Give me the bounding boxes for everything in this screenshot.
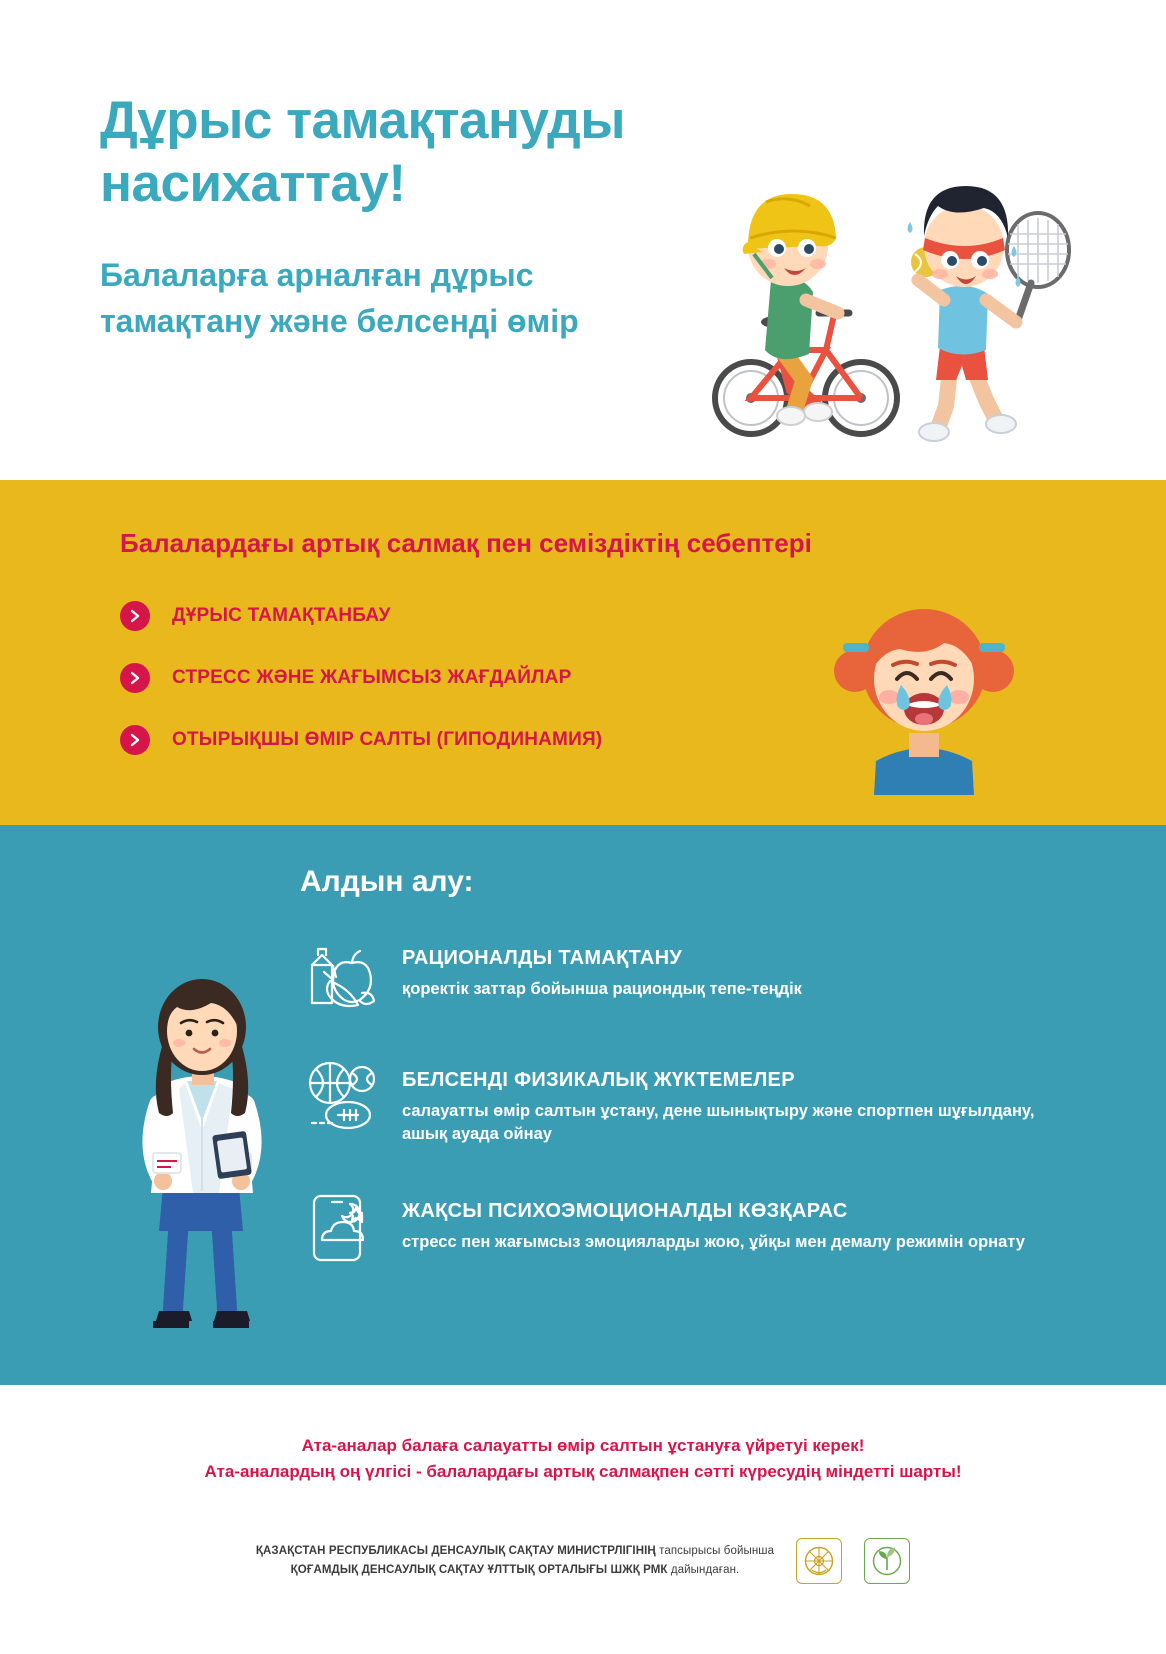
healthy-food-icon	[300, 935, 386, 1015]
header-section	[0, 0, 1166, 480]
crying-girl-illustration	[831, 585, 1016, 795]
prevention-item-2	[300, 1057, 1060, 1146]
prevention-item-text: стресс пен жағымсыз эмоцияларды жою, ұйқы мен демалу режимін орнату	[402, 1233, 1025, 1252]
boy-on-bicycle-illustration	[715, 194, 897, 434]
female-doctor-illustration	[95, 955, 310, 1345]
prevention-title: Алдын алу:	[300, 865, 474, 898]
sports-balls-icon	[300, 1057, 386, 1137]
prevention-item-heading: БЕЛСЕНДІ ФИЗИКАЛЫҚ ЖҮКТЕМЕЛЕР	[402, 1069, 795, 1091]
credits-center-name: ҚОҒАМДЫҚ ДЕНСАУЛЫҚ САҚТАУ ҰЛТТЫҚ ОРТАЛЫҒЫ ШЖҚ РМК	[290, 1563, 668, 1576]
cause-item-label: СТРЕСС ЖӘНЕ ЖАҒЫМСЫЗ ЖАҒДАЙЛАР	[172, 667, 572, 688]
credits-ministry-suffix: тапсырысы бойынша	[655, 1545, 775, 1558]
cause-item-label: ДҰРЫС ТАМАҚТАНБАУ	[172, 605, 391, 626]
footer-message-line-1: Ата-аналар балаға салауатты өмір салтын ұстануға үйретуі керек!	[301, 1436, 865, 1455]
prevention-item-heading: ЖАҚСЫ ПСИХОЭМОЦИОНАЛДЫ КӨЗҚАРАС	[402, 1200, 848, 1223]
national-health-center-emblem	[864, 1538, 910, 1584]
prevention-item-heading: РАЦИОНАЛДЫ ТАМАҚТАНУ	[402, 947, 683, 969]
kazakhstan-state-emblem	[796, 1538, 842, 1584]
credits-text	[256, 1542, 774, 1579]
causes-section	[0, 480, 1166, 825]
prevention-list	[300, 935, 1060, 1268]
credits-center-suffix: дайындаған.	[667, 1563, 740, 1576]
page-title: Дұрыс тамақтануды насихаттау!	[100, 91, 626, 213]
cause-item-label: ОТЫРЫҚШЫ ӨМІР САЛТЫ (ГИПОДИНАМИЯ)	[172, 729, 603, 750]
chevron-right-icon	[120, 601, 150, 631]
boy-with-racket-illustration	[908, 186, 1070, 441]
footer-section	[0, 1385, 1166, 1654]
credits-ministry-name: ҚАЗАҚСТАН РЕСПУБЛИКАСЫ ДЕНСАУЛЫҚ САҚТАУ МИНИСТРЛІГІНІҢ	[255, 1545, 656, 1558]
causes-title: Балалардағы артық салмақ пен семіздіктің себептері	[120, 528, 812, 558]
kids-illustration	[676, 150, 1096, 450]
footer-message-line-2: Ата-аналардың оң үлгісі - балалардағы артық салмақпен сәтті күресудің міндетті шарты!	[204, 1462, 962, 1482]
page-subtitle: Балаларға арналған дұрыс тамақтану және белсенді өмір	[100, 257, 579, 339]
prevention-item-text: қоректік заттар бойынша рациондық тепе-теңдік	[402, 980, 802, 998]
prevention-item-text: салауатты өмір салтын ұстану, дене шынықтыру және спортпен шұғылдану, ашық ауада ойнау	[402, 1102, 1035, 1144]
credits-block	[0, 1538, 1166, 1584]
chevron-right-icon	[120, 725, 150, 755]
prevention-section	[0, 825, 1166, 1385]
prevention-item-3	[300, 1188, 1060, 1268]
prevention-item-1	[300, 935, 1060, 1015]
chevron-right-icon	[120, 663, 150, 693]
sleep-mode-icon	[300, 1188, 386, 1268]
